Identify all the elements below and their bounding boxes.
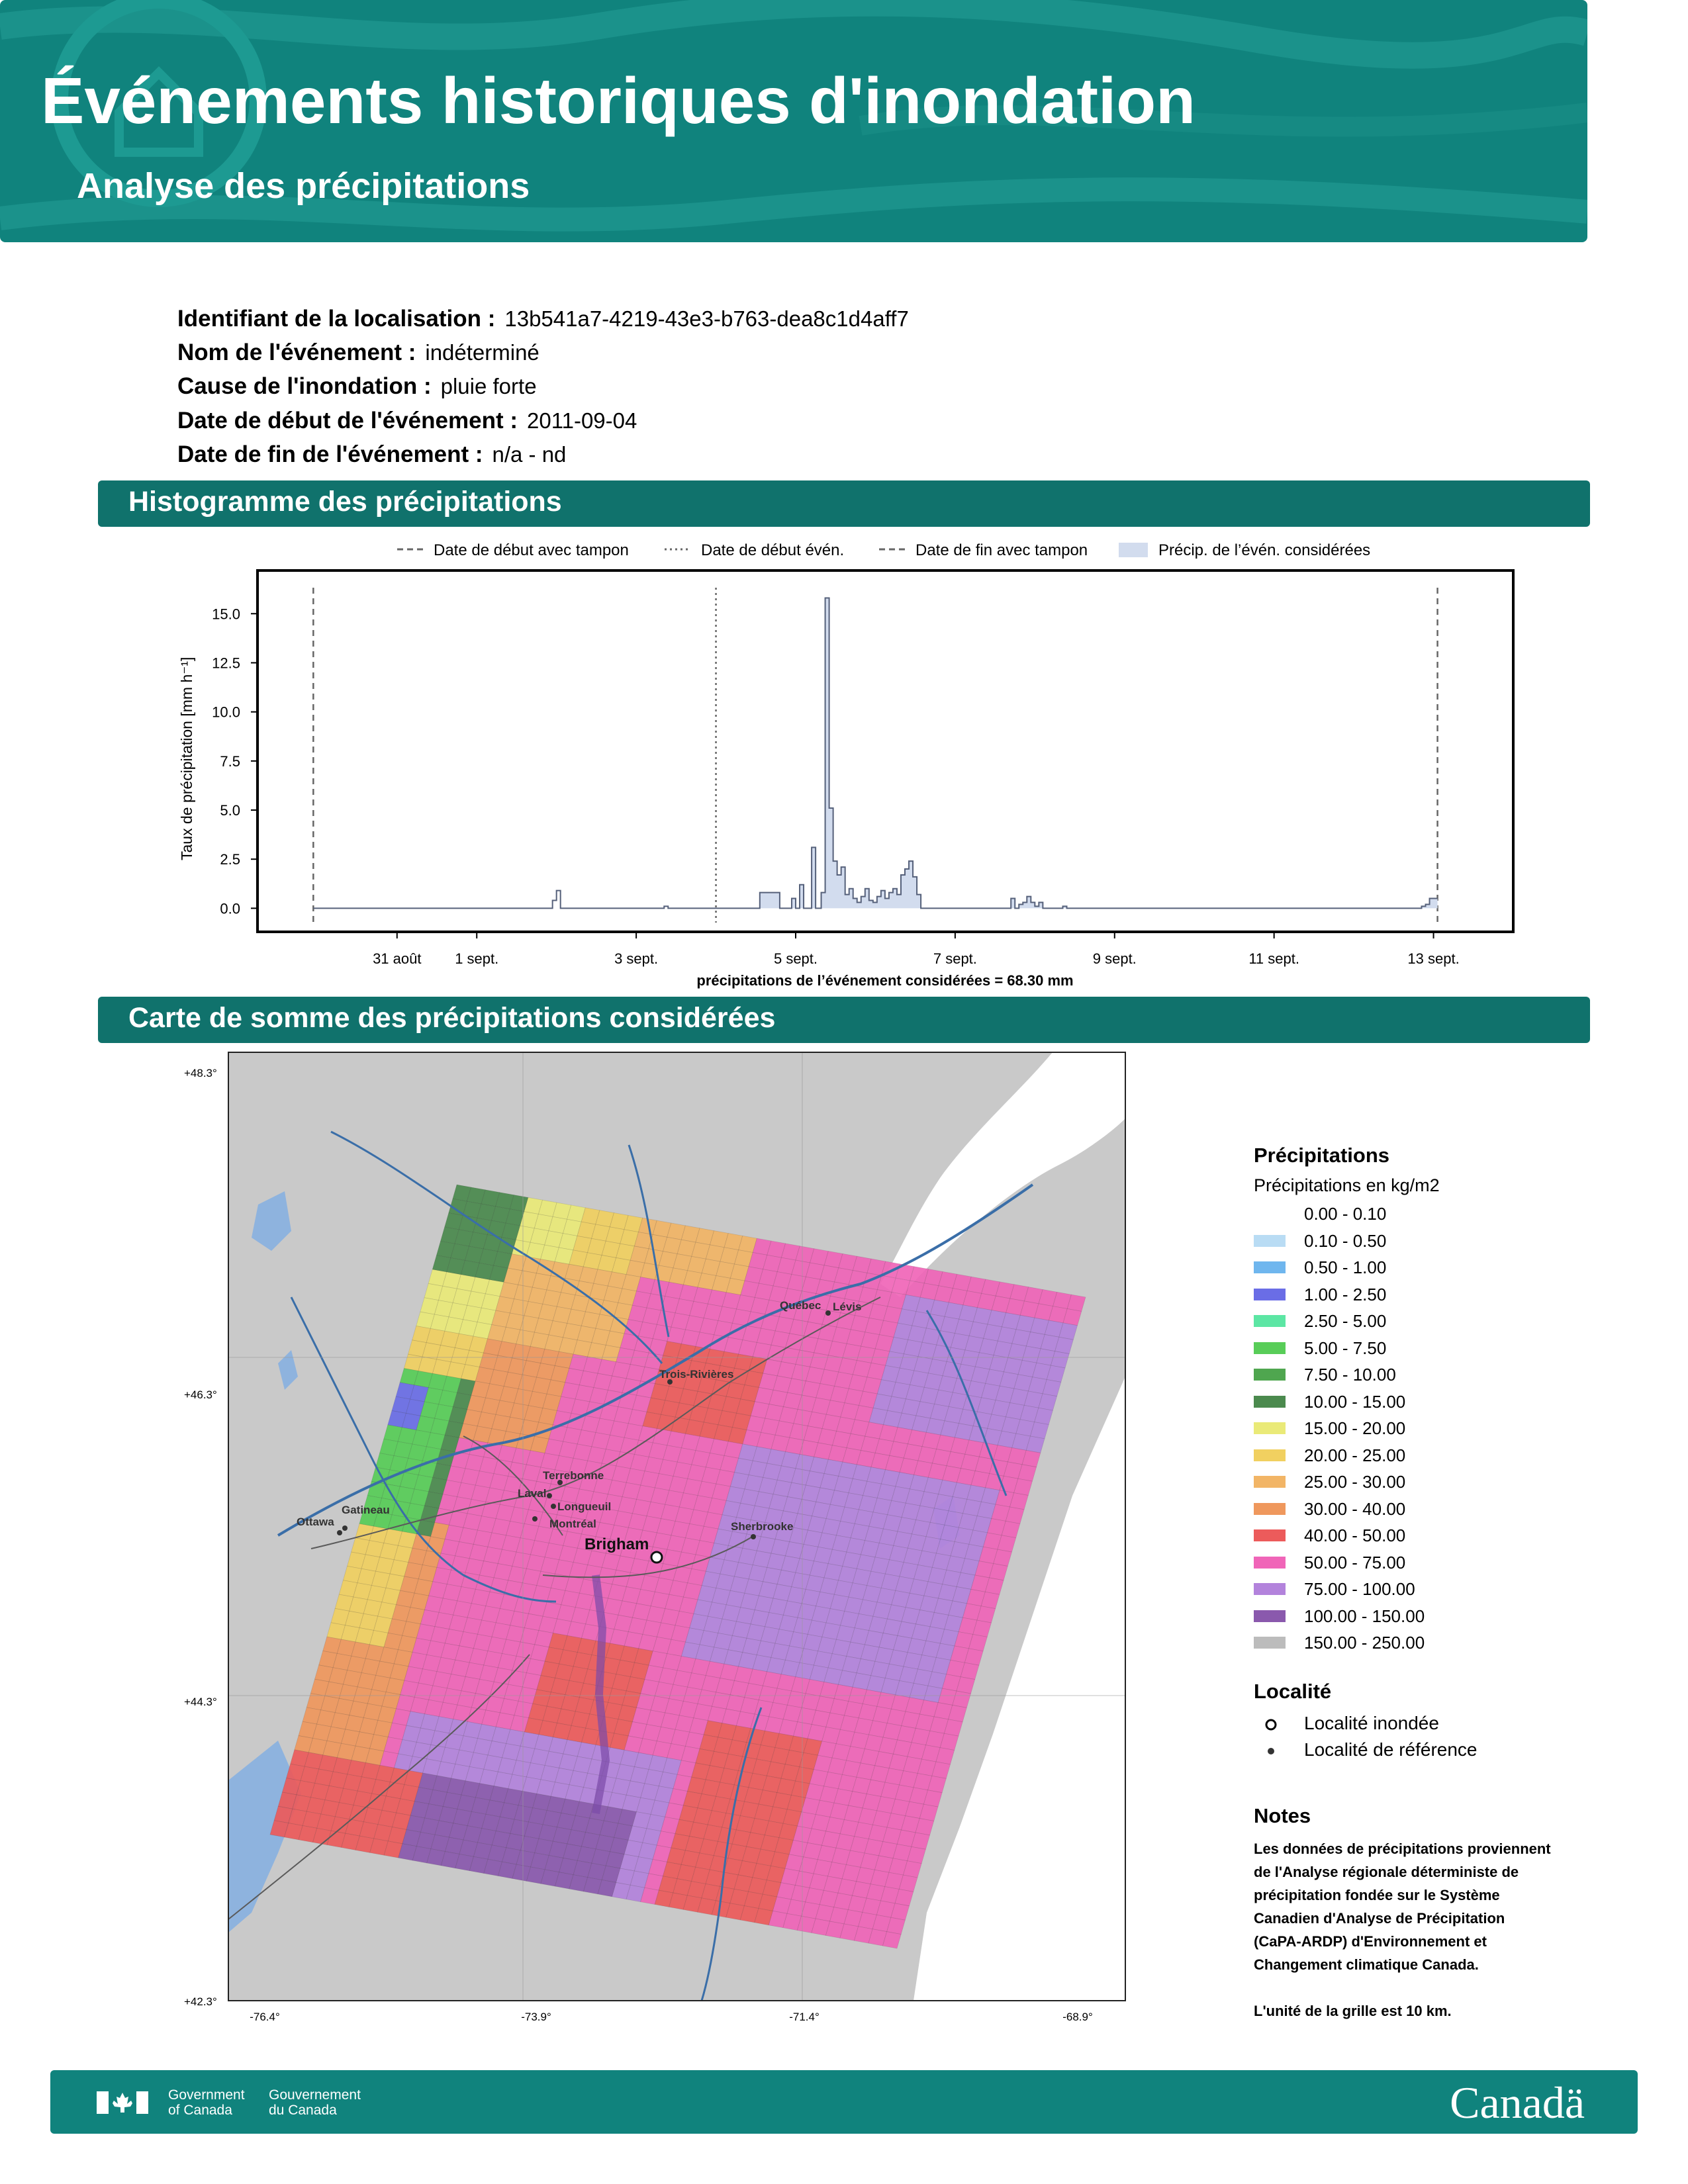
- info-event-name: [177, 340, 539, 373]
- lon-label: -68.9°: [1062, 2011, 1093, 2023]
- legend-class: [1254, 1389, 1598, 1416]
- y-tick-label: 5.0: [220, 802, 240, 819]
- legend-swatch: [1254, 1342, 1286, 1354]
- flooded-locality-label: Brigham: [585, 1535, 649, 1553]
- info-label: Date de début de l'événement :: [177, 408, 518, 433]
- legend-label: Date de fin avec tampon: [915, 541, 1088, 559]
- lat-label: +42.3°: [184, 1995, 217, 2008]
- lon-label: -73.9°: [521, 2011, 551, 2023]
- legend-swatch: [1254, 1289, 1286, 1300]
- notes-line: Canadien d'Analyse de Précipitation: [1254, 1909, 1505, 1927]
- lat-label: +48.3°: [184, 1067, 217, 1079]
- legend-swatch: [1254, 1476, 1286, 1488]
- legend-swatch: [1254, 1449, 1286, 1461]
- info-value: 13b541a7-4219-43e3-b763-dea8c1d4aff7: [504, 306, 909, 331]
- notes-line: L'unité de la grille est 10 km.: [1254, 2002, 1452, 2019]
- x-axis: [373, 932, 1460, 967]
- legend-subtitle: Précipitations en kg/m2: [1254, 1175, 1440, 1195]
- legend-class: [1254, 1496, 1598, 1524]
- notes-body: [1254, 1837, 1611, 2023]
- legend-class: [1254, 1255, 1598, 1282]
- locality-list: [1254, 1710, 1598, 1763]
- city-marker: [547, 1493, 552, 1498]
- legend-class-label: 0.50 - 1.00: [1304, 1257, 1387, 1277]
- canada-flag-icon: [97, 2090, 150, 2116]
- y-tick-label: 2.5: [220, 851, 240, 868]
- notes-line: Changement climatique Canada.: [1254, 1956, 1479, 1973]
- city-marker: [551, 1504, 556, 1509]
- plot-frame: [258, 570, 1513, 932]
- legend-label: Date de début évén.: [701, 541, 845, 559]
- info-value: n/a - nd: [492, 442, 567, 467]
- x-tick-label: 9 sept.: [1092, 950, 1137, 967]
- legend-class: [1254, 1282, 1598, 1309]
- info-value: indéterminé: [425, 340, 539, 365]
- flooded-locality-marker: [651, 1552, 662, 1563]
- legend-class: [1254, 1604, 1598, 1631]
- info-label: Nom de l'événement :: [177, 340, 416, 365]
- gov-fr-line: du Canada: [269, 2103, 337, 2118]
- x-tick-label: 5 sept.: [773, 950, 818, 967]
- footer-bar: [50, 2070, 1638, 2134]
- chart-legend: [397, 541, 1370, 559]
- legend-class: [1254, 1308, 1598, 1336]
- x-axis-label: précipitations de l’événement considérées = 68.30 mm: [696, 972, 1074, 989]
- y-axis-label: Taux de précipitation [mm h⁻¹]: [178, 657, 195, 860]
- gov-en-line: Government: [168, 2087, 245, 2103]
- gov-fr-line: Gouvernement: [269, 2087, 361, 2103]
- locality-title: Localité: [1254, 1679, 1332, 1703]
- legend-class-label: 7.50 - 10.00: [1304, 1365, 1396, 1385]
- y-tick-label: 15.0: [212, 606, 240, 623]
- legend-class-label: 50.00 - 75.00: [1304, 1552, 1406, 1572]
- legend-swatch: [1254, 1422, 1286, 1434]
- info-end-date: [177, 441, 566, 475]
- info-start-date: [177, 408, 637, 441]
- city-label-sherbrooke: Sherbrooke: [731, 1520, 794, 1533]
- precipitation-histogram: [0, 516, 1688, 1006]
- dot-icon: [1264, 1745, 1278, 1758]
- info-label: Date de fin de l'événement :: [177, 441, 483, 467]
- x-tick-label: 1 sept.: [455, 950, 499, 967]
- legend-class-label: 0.00 - 0.10: [1304, 1204, 1387, 1224]
- legend-swatch: [1254, 1369, 1286, 1381]
- legend-swatch: [1254, 1503, 1286, 1515]
- legend-class-label: 25.00 - 30.00: [1304, 1472, 1406, 1492]
- city-label-gatineau: Gatineau: [342, 1504, 390, 1516]
- y-tick-label: 7.5: [220, 752, 240, 770]
- info-location-id: [177, 306, 909, 339]
- legend-swatch: [1254, 1637, 1286, 1649]
- gov-en-line: of Canada: [168, 2103, 232, 2118]
- precipitation-sum-map: [0, 1032, 1165, 2065]
- y-axis: [212, 606, 258, 917]
- info-label: Cause de l'inondation :: [177, 373, 432, 399]
- notes-title: Notes: [1254, 1803, 1311, 1827]
- y-tick-label: 0.0: [220, 900, 240, 917]
- legend-class-label: 15.00 - 20.00: [1304, 1418, 1406, 1438]
- lon-label: -71.4°: [789, 2011, 820, 2023]
- notes-line: précipitation fondée sur le Système: [1254, 1886, 1500, 1903]
- y-tick-label: 12.5: [212, 655, 240, 672]
- legend-class: [1254, 1362, 1598, 1389]
- city-label-laval: Laval: [518, 1487, 547, 1500]
- legend-class: [1254, 1201, 1598, 1228]
- city-label-terrebonne: Terrebonne: [543, 1469, 604, 1482]
- legend-swatch: [1254, 1261, 1286, 1273]
- legend-class-label: 1.00 - 2.50: [1304, 1284, 1387, 1304]
- legend-swatch: [1254, 1583, 1286, 1595]
- legend-class-label: 5.00 - 7.50: [1304, 1338, 1387, 1358]
- legend-swatch: [1254, 1610, 1286, 1622]
- canada-wordmark: Canadä: [1450, 2077, 1585, 2128]
- x-tick-label: 13 sept.: [1407, 950, 1460, 967]
- legend-fill-swatch: [1119, 543, 1148, 557]
- city-label-montreal: Montréal: [549, 1518, 596, 1530]
- city-label-trois-rivieres: Trois-Rivières: [659, 1368, 734, 1381]
- city-label-quebec: Québec: [780, 1299, 821, 1312]
- lat-label: +44.3°: [184, 1696, 217, 1708]
- city-marker: [825, 1310, 831, 1316]
- legend-class: [1254, 1336, 1598, 1363]
- x-tick-label: 11 sept.: [1248, 950, 1299, 967]
- notes-line: Les données de précipitations proviennent: [1254, 1840, 1551, 1857]
- notes-line: de l'Analyse régionale déterministe de: [1254, 1863, 1519, 1880]
- legend-class: [1254, 1550, 1598, 1577]
- legend-class: [1254, 1469, 1598, 1496]
- legend-class-label: 10.00 - 15.00: [1304, 1391, 1406, 1412]
- city-label-ottawa: Ottawa: [297, 1516, 334, 1528]
- legend-title: Précipitations: [1254, 1144, 1389, 1167]
- legend-class: [1254, 1523, 1598, 1550]
- legend-swatch: [1254, 1396, 1286, 1408]
- legend-class-label: 2.50 - 5.00: [1304, 1311, 1387, 1331]
- legend-class: [1254, 1443, 1598, 1470]
- locality-item-flooded: [1254, 1710, 1598, 1737]
- header-banner: [0, 0, 1587, 242]
- legend-class: [1254, 1630, 1598, 1657]
- city-label-levis: Lévis: [833, 1300, 862, 1313]
- notes-line: [1254, 1976, 1611, 1999]
- x-tick-label: 31 août: [373, 950, 422, 967]
- city-marker: [337, 1530, 342, 1535]
- info-value: pluie forte: [440, 374, 537, 398]
- legend-class-label: 150.00 - 250.00: [1304, 1633, 1425, 1653]
- legend-swatch: [1254, 1235, 1286, 1247]
- x-tick-label: 7 sept.: [933, 950, 977, 967]
- info-label: Identifiant de la localisation :: [177, 306, 496, 332]
- gov-en: [168, 2087, 245, 2118]
- legend-label: Date de début avec tampon: [434, 541, 629, 559]
- info-flood-cause: [177, 373, 537, 406]
- city-label-longueuil: Longueuil: [557, 1500, 612, 1513]
- info-value: 2011-09-04: [527, 408, 637, 433]
- page-title: Événements historiques d'inondation: [41, 64, 1196, 137]
- notes-line: (CaPA-ARDP) d'Environnement et: [1254, 1933, 1487, 1950]
- legend-label: Précip. de l’évén. considérées: [1158, 541, 1371, 559]
- lat-label: +46.3°: [184, 1388, 217, 1401]
- legend-class-label: 75.00 - 100.00: [1304, 1579, 1415, 1599]
- legend-class-label: 30.00 - 40.00: [1304, 1498, 1406, 1519]
- legend-class-label: 0.10 - 0.50: [1304, 1230, 1387, 1251]
- legend-class: [1254, 1228, 1598, 1255]
- legend-swatch: [1254, 1315, 1286, 1327]
- legend-class: [1254, 1576, 1598, 1604]
- legend-class-label: 40.00 - 50.00: [1304, 1525, 1406, 1545]
- lon-label: -76.4°: [250, 2011, 280, 2023]
- city-marker: [342, 1525, 348, 1531]
- legend-swatch: [1254, 1208, 1286, 1220]
- gov-fr: [269, 2087, 361, 2118]
- city-marker: [751, 1534, 756, 1539]
- locality-label: Localité inondée: [1304, 1712, 1439, 1733]
- legend-class-label: 100.00 - 150.00: [1304, 1606, 1425, 1626]
- locality-item-reference: [1254, 1737, 1598, 1763]
- locality-label: Localité de référence: [1304, 1739, 1477, 1760]
- section-title: Histogramme des précipitations: [128, 486, 562, 518]
- legend-classes: [1254, 1201, 1598, 1657]
- y-tick-label: 10.0: [212, 704, 240, 721]
- legend-swatch: [1254, 1529, 1286, 1541]
- legend-swatch: [1254, 1557, 1286, 1569]
- open-circle-icon: [1264, 1718, 1278, 1731]
- map-legend: [1254, 1144, 1598, 2023]
- city-marker: [532, 1516, 538, 1522]
- page-subtitle: Analyse des précipitations: [77, 166, 530, 206]
- x-tick-label: 3 sept.: [614, 950, 659, 967]
- legend-class-label: 20.00 - 25.00: [1304, 1445, 1406, 1465]
- section-title: Carte de somme des précipitations considérées: [128, 1002, 776, 1034]
- legend-class: [1254, 1416, 1598, 1443]
